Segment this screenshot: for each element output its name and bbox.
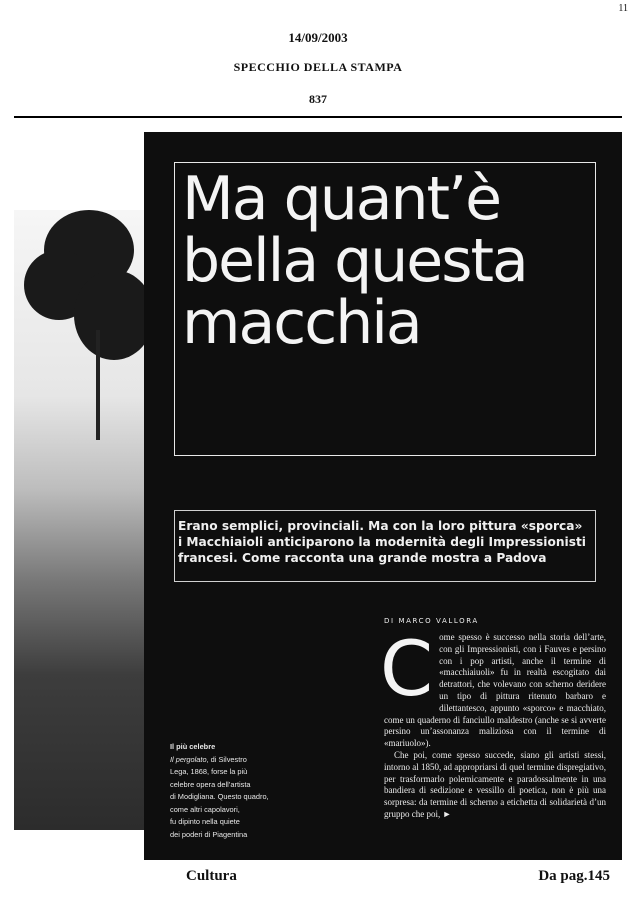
header-title: SPECCHIO DELLA STAMPA	[233, 60, 403, 74]
caption-line: fu dipinto nella quiete	[170, 817, 240, 826]
page-number: 11	[618, 3, 628, 14]
caption-line: di Modigliana. Questo quadro,	[170, 792, 269, 801]
lead-line: Erano semplici, provinciali. Ma con la loro pittura «sporca»	[178, 519, 583, 533]
paragraph: ome spesso è successo nella storia dell’arte, con gli Impressionisti, con i Fauves e persino con i pop artisti, anche il termine di «macchiaiuoli» fu in realtà escogitato dai detrattori, che volevano con scherno deridere un tipo di pittura ritenuto barbaro e dilettantesco, appunto «sporco» e macchiato, come un quaderno di fanciullo maldestro (anche se si avverte persino un’assonanza maliziosa con il termine di «mariuolo»).	[384, 632, 606, 749]
headline-line: Ma quant’è	[182, 164, 501, 234]
dropcap: C	[380, 624, 434, 713]
headline-line: macchia	[182, 288, 421, 358]
lead-line: i Macchiaioli anticiparono la modernità degli Impressionisti	[178, 535, 586, 549]
caption-work: Il pergolato	[170, 754, 207, 764]
tree-foliage	[74, 270, 154, 360]
headline	[182, 164, 592, 358]
tree-trunk	[96, 330, 100, 440]
caption-line	[170, 754, 310, 767]
byline: DI MARCO VALLORA	[384, 617, 479, 625]
caption-line: come altri capolavori,	[170, 804, 240, 814]
caption-line: celebre opera dell’artista	[170, 779, 251, 789]
header-number: 837	[309, 92, 327, 106]
photo-landscape	[14, 210, 164, 830]
caption-line: Lega, 1868, forse la più	[170, 767, 248, 776]
lead-text	[178, 518, 596, 566]
photo-caption	[170, 741, 310, 841]
footer-continued: Da pag.145	[538, 868, 610, 884]
caption-text: , di Silvestro	[206, 754, 247, 764]
headline-line: bella questa	[182, 226, 527, 296]
header-rule	[14, 116, 622, 118]
lead-line: francesi. Come racconta una grande mostra a Padova	[178, 551, 547, 565]
header-date: 14/09/2003	[288, 30, 348, 45]
footer-section: Cultura	[186, 868, 237, 884]
paragraph: Che poi, come spesso succede, siano gli artisti stessi, intorno al 1850, ad appropriarsi di quel termine dispregiativo, per trasformarlo polemicamente e paradossalmente in una bandiera di sedizione e vessillo di poetica, non è più una sorpresa: da termine di scherno a etichetta di solidarietà d’un gruppo che poi, ►	[384, 749, 606, 819]
article-body	[380, 624, 606, 821]
caption-title: Il più celebre	[170, 742, 216, 751]
caption-line: dei poderi di Piagentina	[170, 829, 248, 839]
